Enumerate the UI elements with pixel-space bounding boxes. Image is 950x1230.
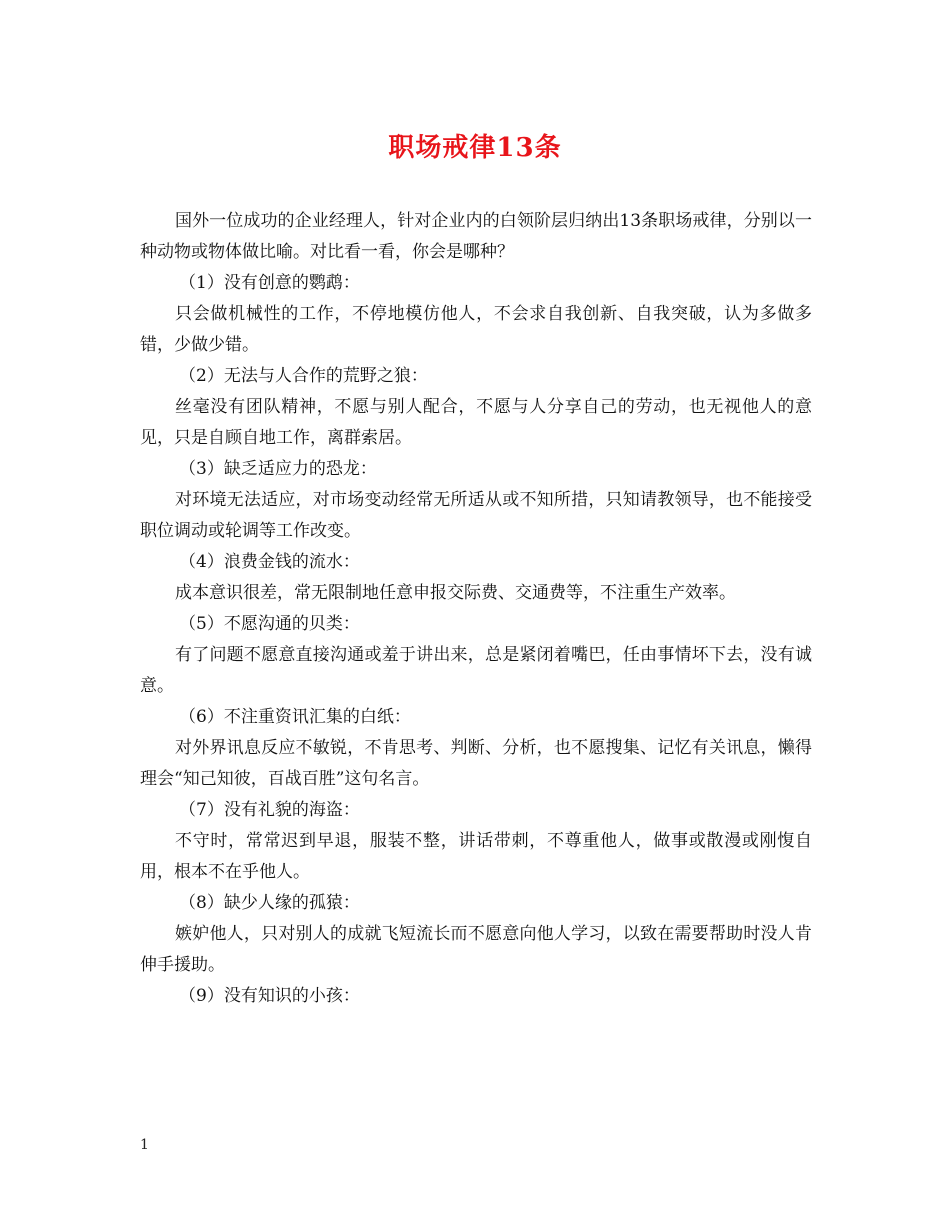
document-title: 职场戒律13条 bbox=[388, 133, 562, 163]
item-2-heading: （2）无法与人合作的荒野之狼： bbox=[179, 366, 428, 386]
item-6-text: 对外界讯息反应不敏锐，不肯思考、判断、分析，也不愿搜集、记忆有关讯息，懒得理会“知己知彼，百战百胜”这句名言。 bbox=[140, 738, 812, 789]
item-8-heading: （8）缺少人缘的孤猿： bbox=[179, 893, 360, 913]
page-number: 1 bbox=[140, 1137, 149, 1153]
document-body bbox=[140, 206, 812, 1012]
item-7-text: 不守时，常常迟到早退，服装不整，讲话带刺，不尊重他人，做事或散漫或刚愎自用，根本不在乎他人。 bbox=[140, 831, 812, 882]
item-3-text: 对环境无法适应，对市场变动经常无所适从或不知所措，只知请教领导，也不能接受职位调动或轮调等工作改变。 bbox=[140, 490, 812, 541]
item-3-heading: （3）缺乏适应力的恐龙： bbox=[179, 459, 377, 479]
item-4-heading: （4）浪费金钱的流水： bbox=[179, 552, 360, 572]
item-2-text: 丝毫没有团队精神，不愿与别人配合，不愿与人分享自己的劳动，也无视他人的意见，只是自顾自地工作，离群索居。 bbox=[140, 397, 812, 448]
item-1-text: 只会做机械性的工作，不停地模仿他人，不会求自我创新、自我突破，认为多做多错，少做少错。 bbox=[140, 304, 812, 355]
item-8-text: 嫉妒他人，只对别人的成就飞短流长而不愿意向他人学习，以致在需要帮助时没人肯伸手援助。 bbox=[140, 924, 812, 975]
item-6-heading: （6）不注重资讯汇集的白纸： bbox=[179, 707, 411, 727]
item-4-text: 成本意识很差，常无限制地任意申报交际费、交通费等，不注重生产效率。 bbox=[175, 583, 736, 603]
item-9-heading: （9）没有知识的小孩： bbox=[179, 986, 360, 1006]
item-1-heading: （1）没有创意的鹦鹉： bbox=[179, 273, 360, 293]
item-5-text: 有了问题不愿意直接沟通或羞于讲出来，总是紧闭着嘴巴，任由事情坏下去，没有诚意。 bbox=[140, 645, 812, 696]
intro-paragraph: 国外一位成功的企业经理人，针对企业内的白领阶层归纳出13条职场戒律，分别以一种动物或物体做比喻。对比看一看，你会是哪种？ bbox=[140, 211, 812, 262]
item-5-heading: （5）不愿沟通的贝类： bbox=[179, 614, 360, 634]
item-7-heading: （7）没有礼貌的海盗： bbox=[179, 800, 360, 820]
